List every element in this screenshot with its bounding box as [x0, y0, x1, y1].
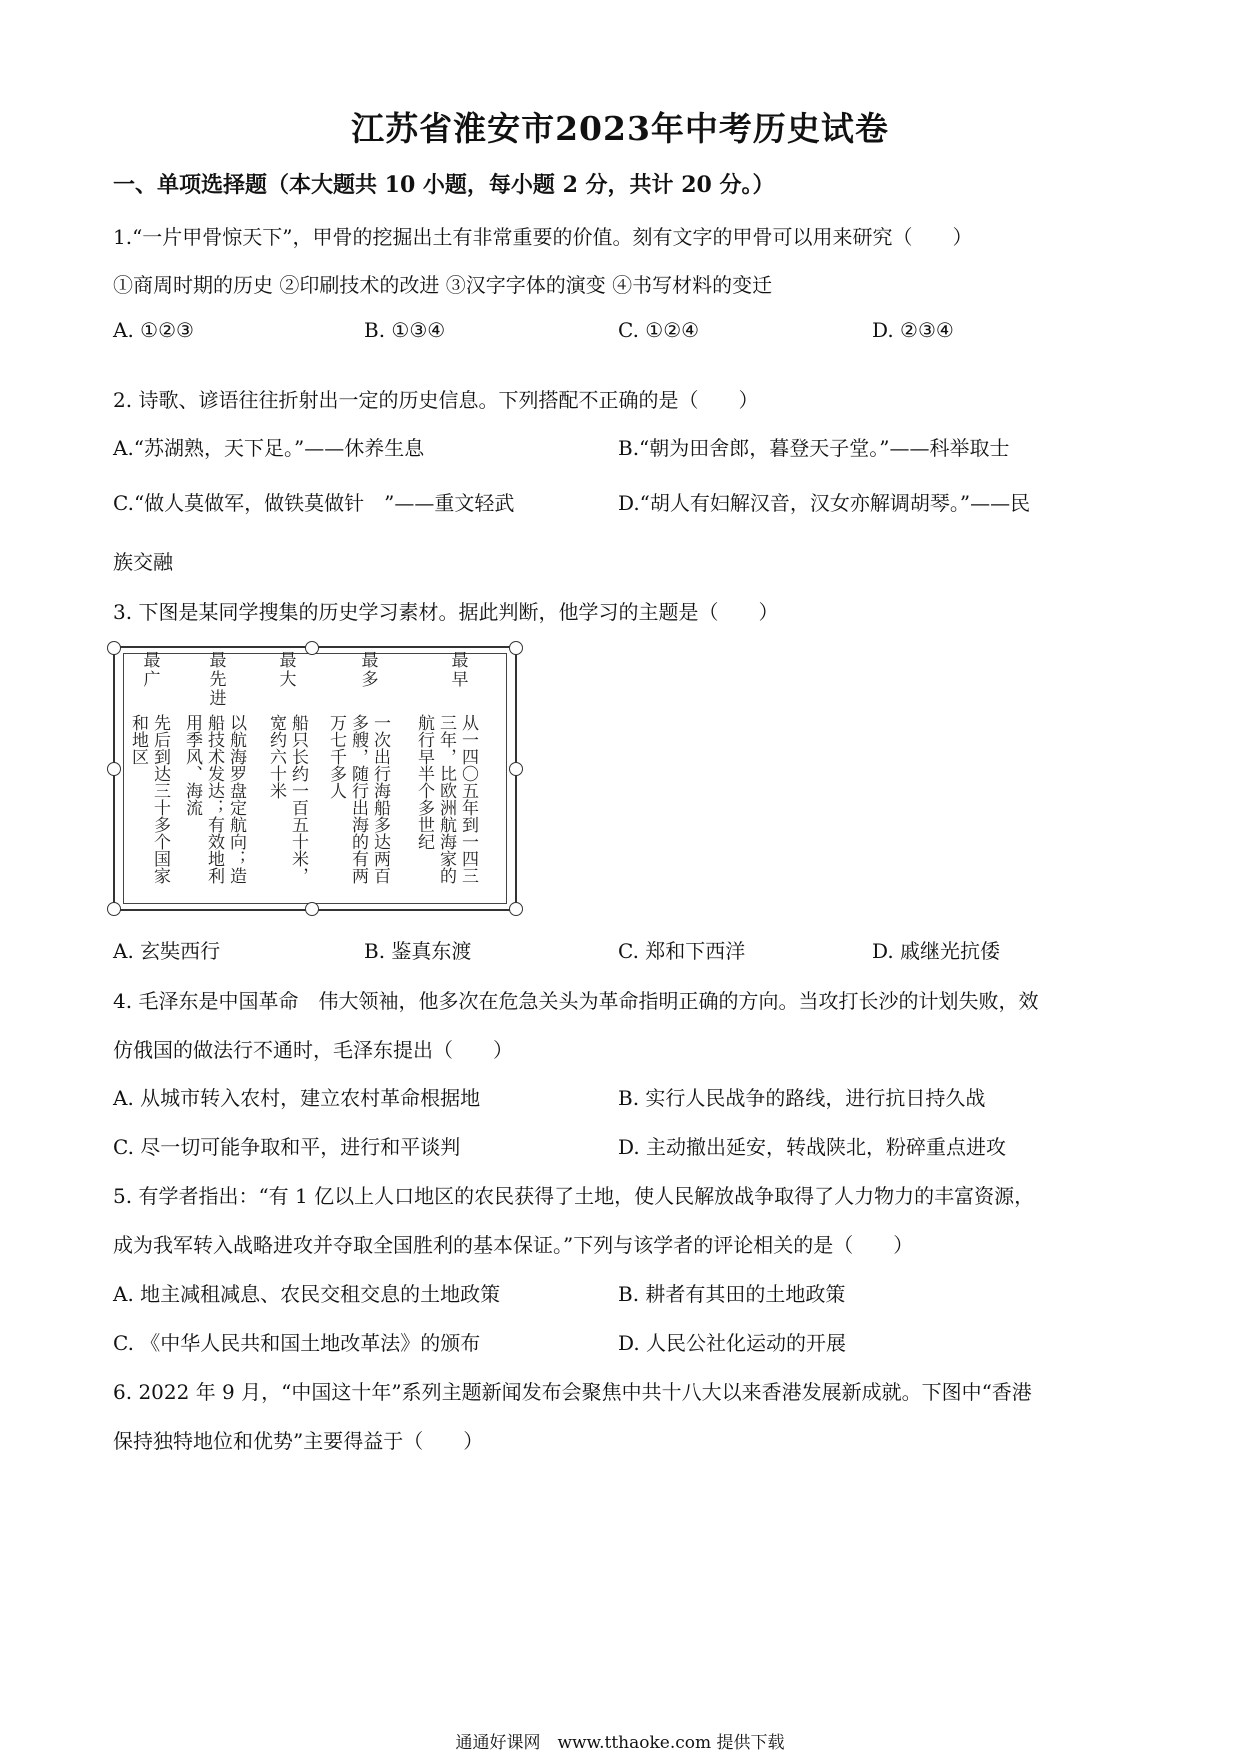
frame-knob: [305, 902, 319, 916]
question-5-option-c: C. 《中华人民共和国土地改革法》的颁布: [113, 1331, 481, 1355]
frame-knob: [305, 641, 319, 655]
question-6-stem: 6. 2022 年 9 月，“中国这十年”系列主题新闻发布会聚焦中共十八大以来香港发展新成就。下图中“香港: [113, 1380, 1032, 1404]
question-4-stem: 4. 毛泽东是中国革命 伟大领袖，他多次在危急关头为革命指明正确的方向。当攻打长沙的计划失败，效: [113, 989, 1039, 1013]
question-3-option-b: B. 鉴真东渡: [364, 939, 472, 963]
question-1-items: ①商周时期的历史 ②印刷技术的改进 ③汉字字体的演变 ④书写材料的变迁: [113, 273, 773, 297]
question-4-stem-continued: 仿俄国的做法行不通时，毛泽东提出（ ）: [113, 1038, 513, 1062]
question-3-option-d: D. 戚继光抗倭: [872, 939, 1001, 963]
material-column-heading: 最大: [279, 651, 297, 690]
section-heading: 一、单项选择题（本大题共 10 小题，每小题 2 分，共计 20 分。）: [113, 172, 775, 198]
question-5-option-d: D. 人民公社化运动的开展: [618, 1331, 847, 1355]
material-column-text: 从一四〇五年到一四三三年，比欧洲航海家的航行早半个多世纪: [414, 714, 478, 884]
material-column-heading: 最多: [361, 651, 379, 690]
question-1-option-a: A. ①②③: [113, 318, 194, 342]
question-2-option-d: D.“胡人有妇解汉音，汉女亦解调胡琴。”——民: [618, 491, 1031, 515]
frame-knob: [107, 641, 121, 655]
material-column-text: 船只长约一百五十米，宽约六十米: [266, 714, 308, 884]
material-column-text: 先后到达三十多个国家和地区: [128, 714, 170, 884]
question-6-stem-continued: 保持独特地位和优势”主要得益于（ ）: [113, 1429, 484, 1453]
page-title: 江苏省淮安市2023年中考历史试卷: [351, 109, 889, 148]
question-3-stem: 3. 下图是某同学搜集的历史学习素材。据此判断，他学习的主题是（ ）: [113, 600, 779, 624]
question-2-option-d-continued: 族交融: [113, 550, 173, 574]
material-column-text: 以航海罗盘定航向；造船技术发达；有效地利用季风、海流: [182, 714, 246, 884]
question-2-stem: 2. 诗歌、谚语往往折射出一定的历史信息。下列搭配不正确的是（ ）: [113, 388, 759, 412]
question-3-option-c: C. 郑和下西洋: [618, 939, 746, 963]
zheng-he-material-figure: [113, 646, 517, 911]
question-1-stem: 1.“一片甲骨惊天下”，甲骨的挖掘出土有非常重要的价值。刻有文字的甲骨可以用来研究（ ）: [113, 225, 973, 249]
material-column-heading: 最先进: [209, 651, 227, 709]
question-2-option-b: B.“朝为田舍郎，暮登天子堂。”——科举取士: [618, 436, 1010, 460]
material-column-heading: 最早: [451, 651, 469, 690]
question-5-option-b: B. 耕者有其田的土地政策: [618, 1282, 846, 1306]
question-4-option-b: B. 实行人民战争的路线，进行抗日持久战: [618, 1086, 986, 1110]
frame-knob: [107, 902, 121, 916]
frame-knob: [509, 902, 523, 916]
question-4-option-a: A. 从城市转入农村，建立农村革命根据地: [113, 1086, 481, 1110]
frame-knob: [107, 762, 121, 776]
material-column-heading: 最广: [143, 651, 161, 690]
question-5-stem-continued: 成为我军转入战略进攻并夺取全国胜利的基本保证。”下列与该学者的评论相关的是（ ）: [113, 1233, 914, 1257]
question-1-option-b: B. ①③④: [364, 318, 446, 342]
question-1-option-d: D. ②③④: [872, 318, 954, 342]
question-3-option-a: A. 玄奘西行: [113, 939, 221, 963]
frame-knob: [509, 641, 523, 655]
material-column-text: 一次出行海船多达两百多艘，随行出海的有两万七千多人: [326, 714, 390, 884]
question-4-option-c: C. 尽一切可能争取和平，进行和平谈判: [113, 1135, 461, 1159]
question-1-option-c: C. ①②④: [618, 318, 700, 342]
question-5-stem: 5. 有学者指出：“有 1 亿以上人口地区的农民获得了土地，使人民解放战争取得了人力物力的丰富资源，: [113, 1184, 1035, 1208]
page-footer: 通通好课网 www.tthaoke.com 提供下载: [455, 1733, 785, 1753]
question-2-option-c: C.“做人莫做军，做铁莫做针 ”——重文轻武: [113, 491, 515, 515]
question-2-option-a: A.“苏湖熟，天下足。”——休养生息: [113, 436, 425, 460]
question-4-option-d: D. 主动撤出延安，转战陕北，粉碎重点进攻: [618, 1135, 1007, 1159]
frame-knob: [509, 762, 523, 776]
question-5-option-a: A. 地主减租减息、农民交租交息的土地政策: [113, 1282, 501, 1306]
